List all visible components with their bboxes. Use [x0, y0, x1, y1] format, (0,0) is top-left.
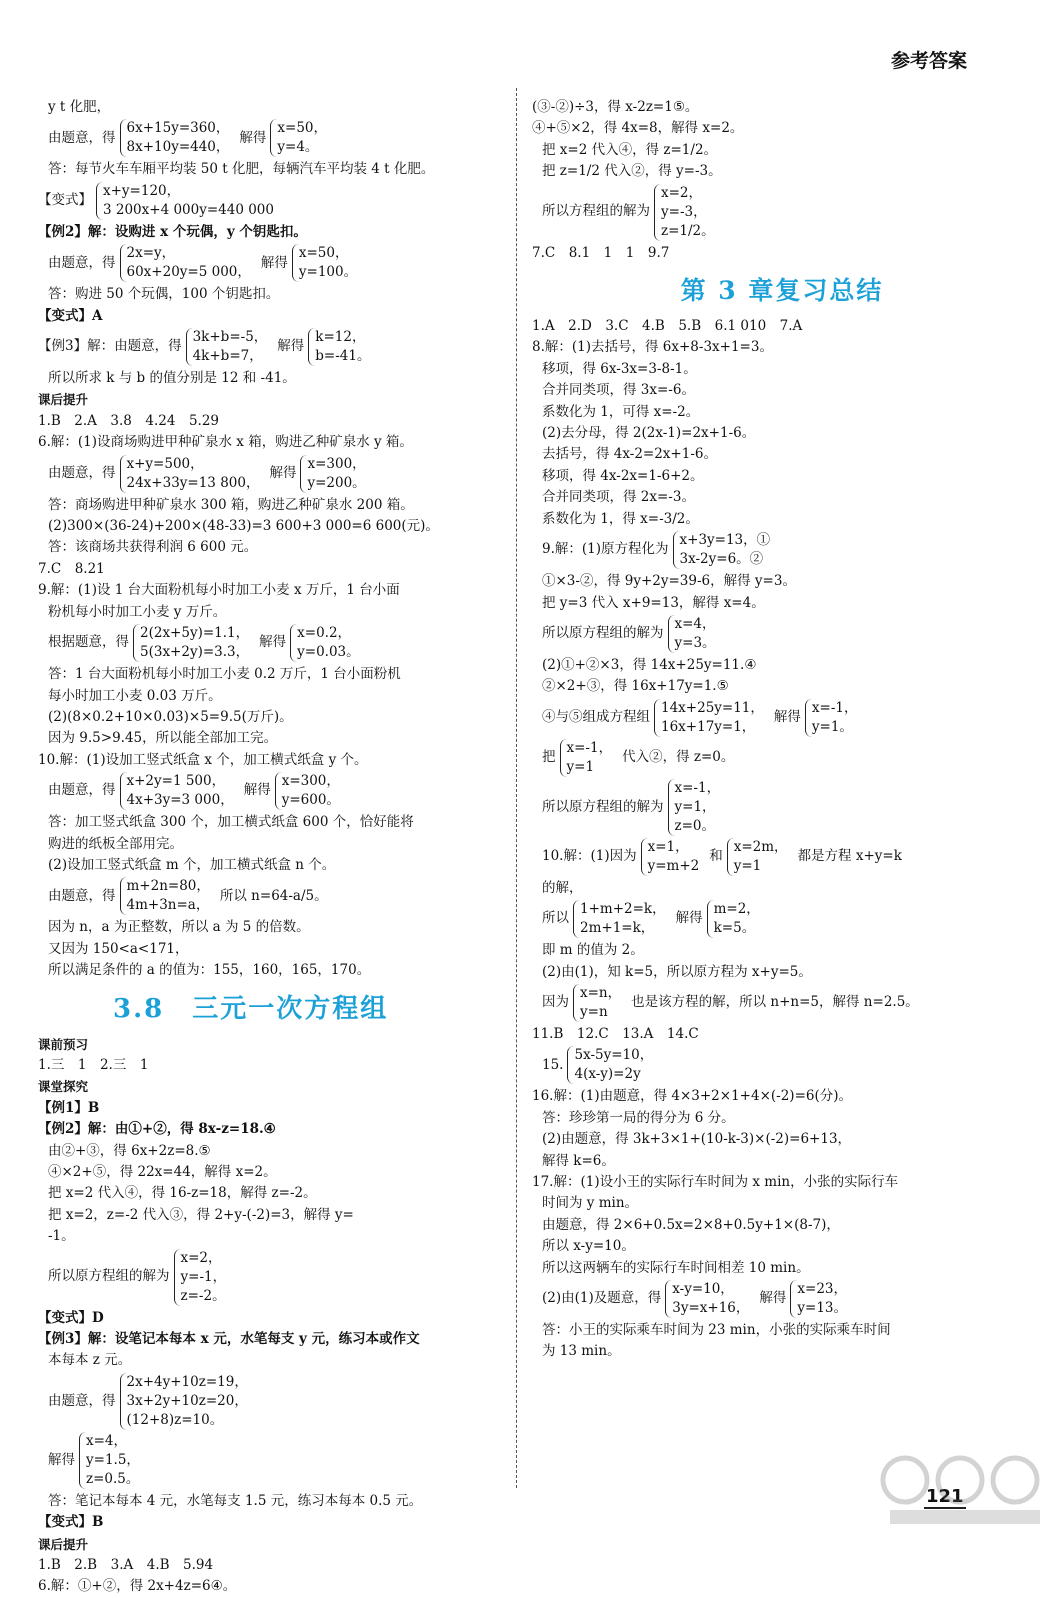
text-line: 【例3】解：设笔记本每本 x 元，水笔每支 y 元，练习本或作文 [38, 1331, 420, 1348]
equation: 3 200x+4 000y=440 000 [103, 201, 274, 218]
equation: x=-1， [674, 779, 721, 796]
equation-system [567, 1046, 659, 1084]
equation-row [38, 1249, 506, 1306]
equation: 3k+b=-5， [192, 329, 268, 346]
equation-mid-text: 解得 [675, 910, 703, 927]
equation: (12+8)z=10。 [126, 1411, 224, 1428]
equation: y=-3， [661, 203, 707, 220]
equation-row [38, 455, 506, 493]
text-line: 移项，得 4x-2x=1-6+2。 [542, 467, 704, 484]
equation: x=2， [180, 1249, 222, 1266]
text-line: 为 13 min。 [542, 1343, 621, 1360]
text-line: 9.解：(1)设 1 台大面粉机每小时加工小麦 x 万斤，1 台小面 [38, 582, 400, 599]
equation: 2x+4y+10z=19， [126, 1373, 248, 1390]
equation: 14x+25y=11， [661, 699, 764, 716]
equation: 5x-5y=10， [574, 1047, 654, 1064]
equation-tail-text: 都是方程 x+y=k [797, 848, 902, 865]
equation-lead-text: 由题意，得 [48, 1392, 116, 1409]
equation-system [654, 699, 770, 737]
equation-row [38, 772, 506, 810]
equation: x-y=10， [672, 1281, 734, 1297]
equation-system [790, 1280, 853, 1318]
equation-lead-text: 由题意，得 [48, 782, 116, 799]
text-line: 【变式】A [38, 307, 103, 324]
equation-row [38, 244, 506, 282]
equation-system [665, 1280, 755, 1318]
text-line: 答：购进 50 个玩偶，100 个钥匙扣。 [48, 286, 280, 303]
text-line: 把 z=1/2 代入②，得 y=-3。 [542, 163, 722, 180]
equation-system [186, 328, 274, 366]
text-line: ④×2+⑤，得 22x=44，解得 x=2。 [48, 1164, 277, 1180]
equation-row [532, 184, 1032, 241]
equation: 3y=x+16， [672, 1300, 750, 1316]
equation: y=3。 [674, 634, 716, 651]
equation-system [805, 699, 864, 737]
text-line: 答：小王的实际乘车时间为 23 min，小张的实际乘车时间 [542, 1322, 891, 1338]
equation: x=-1， [566, 739, 613, 756]
text-line: 7.C 8.21 [38, 560, 105, 577]
text-line: 16.解：(1)由题意，得 4×3+2×1+4×(-2)=6(分)。 [532, 1088, 853, 1105]
section-label: 课前预习 [38, 1036, 89, 1052]
equation-system [96, 182, 280, 220]
bianshi-label: 【变式】 [38, 192, 92, 209]
text-line: 6.解：(1)设商场购进甲种矿泉水 x 箱，购进乙种矿泉水 y 箱。 [38, 434, 413, 451]
equation: z=-2。 [180, 1287, 226, 1304]
equation: 2m+1=k， [580, 920, 655, 937]
equation-lead-text: (2)由(1)及题意，得 [542, 1290, 662, 1307]
equation: m+2n=80， [126, 878, 210, 895]
text-line: 【变式】B [38, 1514, 104, 1531]
text-line: 所以 x-y=10。 [542, 1238, 635, 1255]
text-line: 【例1】B [38, 1099, 100, 1116]
equation-row [532, 838, 1032, 876]
equation-system [120, 1373, 254, 1430]
equation-lead-text: ④与⑤组成方程组 [542, 709, 650, 726]
text-line: -1。 [48, 1228, 75, 1245]
equation-row [532, 1280, 1032, 1318]
equation: y=1 [566, 758, 595, 775]
equation: x=50， [298, 245, 349, 262]
equation-system [560, 739, 619, 777]
left-column [38, 97, 506, 1598]
section-title: 第 3 章复习总结 [680, 276, 884, 306]
equation: y=1.5， [86, 1451, 140, 1468]
equation: x=2， [661, 184, 703, 201]
equation: x=n， [580, 984, 622, 1001]
text-line: 1.B 2.B 3.A 4.B 5.94 [38, 1557, 214, 1574]
equation-mid-text: 和 [709, 848, 723, 865]
equation: y=m+2 [647, 857, 700, 874]
equation-mid-text: 代入②，得 z=0。 [622, 749, 735, 766]
equation-system [654, 184, 721, 241]
equation-mid-text: 解得 [239, 129, 267, 146]
equation: 6x+15y=360， [126, 120, 230, 137]
equation: z=1/2。 [661, 222, 715, 239]
text-line: 【变式】D [38, 1309, 104, 1326]
section-title: 3.8 三元一次方程组 [113, 993, 389, 1024]
equation-system [641, 838, 706, 876]
equation: x=4， [86, 1432, 128, 1449]
example-label: 【例3】解：由题意，得 [38, 338, 182, 355]
equation: x=4， [674, 615, 716, 632]
watermark-logo [880, 1450, 1050, 1530]
equation: y=600。 [281, 792, 340, 809]
text-line: 合并同类项，得 2x=-3。 [542, 489, 695, 506]
equation: x+3y=13，① [679, 532, 771, 549]
equation-system [120, 772, 240, 810]
text-line: (③-②)÷3，得 x-2z=1⑤。 [532, 99, 699, 115]
text-line: 1.B 2.A 3.8 4.24 5.29 [38, 412, 220, 429]
equation: x=300， [307, 455, 366, 472]
equation: y=1。 [811, 718, 853, 735]
equation: x=300， [281, 773, 340, 790]
equation-lead-text: 由题意，得 [48, 887, 116, 904]
equation-row [532, 739, 1032, 777]
text-line: 把 x=2 代入④，得 z=1/2。 [542, 141, 718, 158]
text-line: 移项，得 6x-3x=3-8-1。 [542, 360, 697, 377]
equation-mid-text: 解得 [260, 254, 288, 271]
page-header: 参考答案 [890, 50, 967, 72]
text-line: 答：商场购进甲种矿泉水 300 箱，购进乙种矿泉水 200 箱。 [48, 496, 414, 513]
equation-mid-text: 所以 n=64-a/5。 [219, 887, 328, 904]
equation-lead-text: 因为 [542, 994, 569, 1011]
equation-row [38, 328, 506, 366]
equation: y=1， [674, 798, 716, 815]
text-line: 由②+③，得 6x+2z=8.⑤ [48, 1142, 211, 1159]
equation: x=-1， [811, 699, 858, 716]
text-line: 因为 n，a 为正整数，所以 a 为 5 的倍数。 [48, 919, 310, 936]
equation-system [668, 779, 727, 836]
text-line: 1.三 1 2.三 1 [38, 1056, 149, 1073]
equation-row [38, 119, 506, 157]
equation-lead-text: 所以原方程组的解为 [542, 625, 664, 642]
equation-system [120, 877, 216, 915]
text-line: 答：珍珍第一局的得分为 6 分。 [542, 1109, 735, 1126]
equation-system [727, 838, 794, 876]
equation: x=2m， [733, 838, 788, 855]
text-line: 合并同类项，得 3x=-6。 [542, 382, 695, 399]
equation: 4k+b=7， [192, 348, 263, 365]
text-line: 每小时加工小麦 0.03 万斤。 [48, 687, 222, 704]
right-column [532, 97, 1032, 1363]
equation: x=23， [797, 1281, 847, 1297]
text-line: y t 化肥， [48, 99, 111, 115]
equation-system [275, 772, 346, 810]
equation-system [300, 455, 371, 493]
equation: k=5。 [713, 920, 756, 937]
text-line: (2)300×(36-24)+200×(48-33)=3 600+3 000=6 600(元)。 [48, 518, 439, 535]
column-divider [516, 88, 517, 1488]
equation: x+y=120， [103, 182, 181, 199]
equation-lead-text: 由题意，得 [48, 254, 116, 271]
text-line: (2)(8×0.2+10×0.03)×5=9.5(万斤)。 [48, 708, 293, 725]
text-line: ①×3-②，得 9y+2y=39-6，解得 y=3。 [542, 573, 796, 590]
text-line: 答：加工竖式纸盒 300 个，加工横式纸盒 600 个，恰好能将 [48, 814, 414, 831]
text-line: 答：笔记本每本 4 元，水笔每支 1.5 元，练习本每本 0.5 元。 [48, 1492, 423, 1509]
text-line: (2)①+②×3，得 14x+25y=11.④ [542, 656, 757, 673]
equation-row [532, 984, 1032, 1022]
equation-system [120, 244, 257, 282]
text-line: 所以所求 k 与 b 的值分别是 12 和 -41。 [48, 370, 296, 387]
text-line: 7.C 8.1 1 1 9.7 [532, 244, 670, 261]
equation-lead-text: 10.解：(1)因为 [542, 848, 637, 865]
equation-system [668, 615, 722, 653]
equation-row [532, 900, 1032, 938]
text-line: 10.解：(1)设加工竖式纸盒 x 个，加工横式纸盒 y 个。 [38, 751, 368, 768]
equation-lead-text: 解得 [48, 1451, 75, 1468]
equation: b=-41。 [315, 348, 371, 365]
text-line: 购进的纸板全部用完。 [48, 835, 183, 852]
text-line: 把 x=2 代入④，得 16-z=18，解得 z=-2。 [48, 1185, 317, 1202]
text-line: ②×2+③，得 16x+17y=1.⑤ [542, 678, 729, 695]
equation-lead-text: 根据题意，得 [48, 634, 129, 651]
text-line: 因为 9.5>9.45，所以能全部加工完。 [48, 730, 278, 747]
text-line: (2)去分母，得 2(2x-1)=2x+1-6。 [542, 425, 756, 442]
equation: 3x-2y=6。② [679, 551, 764, 568]
equation: x=1， [647, 838, 689, 855]
equation: x=0.2， [297, 625, 352, 642]
text-line: (2)由题意，得 3k+3×1+(10-k-3)×(-2)=6+13， [542, 1131, 852, 1148]
equation-mid-text: 解得 [759, 1290, 787, 1307]
text-line: 【例2】解：设购进 x 个玩偶，y 个钥匙扣。 [38, 223, 307, 240]
text-line: 又因为 150<a<171， [48, 940, 189, 957]
equation-system [573, 984, 627, 1022]
equation-row [38, 182, 506, 220]
equation-lead-text: 9.解：(1)原方程化为 [542, 541, 669, 558]
equation: y=-1， [180, 1268, 227, 1285]
text-line: 17.解：(1)设小王的实际行车时间为 x min，小张的实际行车 [532, 1173, 899, 1190]
equation-system [673, 531, 777, 569]
equation: 2(2x+5y)=1.1， [140, 625, 250, 642]
equation: 1+m+2=k， [580, 901, 666, 918]
equation: 3x+2y+10z=20， [126, 1392, 248, 1409]
equation-row [532, 531, 1032, 569]
equation-system [79, 1432, 146, 1489]
text-line: 11.B 12.C 13.A 14.C [532, 1025, 699, 1042]
equation: 16x+17y=1， [661, 718, 756, 735]
equation-system [174, 1249, 233, 1306]
text-line: 系数化为 1，可得 x=-2。 [542, 403, 700, 420]
text-line: 答：每节火车车厢平均装 50 t 化肥，每辆汽车平均装 4 t 化肥。 [48, 161, 435, 178]
text-line: 把 y=3 代入 x+9=13，解得 x=4。 [542, 594, 765, 611]
equation-mid-text: 解得 [277, 338, 305, 355]
equation-lead-text: 所以原方程组的解为 [48, 1268, 170, 1285]
equation-system [308, 328, 376, 366]
equation-mid-text: 解得 [773, 709, 801, 726]
equation: 2x=y， [126, 245, 176, 262]
equation-system [270, 119, 333, 157]
equation-row [38, 1373, 506, 1430]
equation-row [38, 877, 506, 915]
equation: y=1 [733, 857, 762, 874]
equation: m=2， [713, 901, 760, 918]
text-line: 6.解：①+②，得 2x+4z=6④。 [38, 1578, 237, 1595]
equation-lead-text: 15. [542, 1056, 564, 1073]
page-number: 121 [926, 1486, 964, 1507]
equation: k=12， [315, 329, 366, 346]
text-line: ④+⑤×2，得 4x=8，解得 x=2。 [532, 120, 744, 137]
text-line: 本每本 z 元。 [48, 1352, 132, 1369]
equation-lead-text: 把 [542, 749, 556, 766]
text-line: 粉机每小时加工小麦 y 万斤。 [48, 603, 227, 620]
text-line: 的解， [542, 879, 583, 896]
equation-lead-text: 由题意，得 [48, 129, 116, 146]
equation: 4(x-y)=2y [574, 1066, 641, 1083]
text-line: 1.A 2.D 3.C 4.B 5.B 6.1 010 7.A [532, 318, 803, 335]
equation: x=50， [277, 120, 328, 137]
equation: y=100。 [298, 264, 358, 281]
equation-lead-text: 所以 [542, 910, 569, 927]
section-label: 课堂探究 [38, 1079, 89, 1095]
equation-row [532, 699, 1032, 737]
text-line: 时间为 y min。 [542, 1195, 639, 1212]
text-line: 所以这两辆车的实际行车时间相差 10 min。 [542, 1259, 810, 1276]
section-label: 课后提升 [38, 1536, 89, 1552]
equation-row [38, 1432, 506, 1489]
equation-system [290, 624, 366, 662]
equation-system [120, 455, 266, 493]
equation-system [133, 624, 255, 662]
text-line: 所以满足条件的 a 的值为：155，160，165，170。 [48, 962, 371, 979]
equation-system [120, 119, 236, 157]
equation-system [573, 900, 672, 938]
equation-system [707, 900, 766, 938]
equation: y=0.03。 [297, 644, 360, 661]
text-line: 去括号，得 4x-2=2x+1-6。 [542, 446, 717, 463]
equation: z=0。 [674, 817, 716, 834]
text-line: 系数化为 1，得 x=-3/2。 [542, 510, 699, 527]
equation-mid-text: 解得 [243, 782, 271, 799]
equation: y=13。 [797, 1300, 848, 1316]
section-label: 课后提升 [38, 392, 89, 408]
text-line: 答：1 台大面粉机每小时加工小麦 0.2 万斤，1 台小面粉机 [48, 666, 401, 683]
text-line: 把 x=2，z=-2 代入③，得 2+y-(-2)=3，解得 y= [48, 1206, 354, 1223]
equation: y=n [580, 1003, 608, 1020]
text-line: (2)由(1)，知 k=5，所以原方程为 x+y=5。 [542, 963, 812, 980]
equation-lead-text: 所以原方程组的解为 [542, 798, 664, 815]
equation-lead-text: 由题意，得 [48, 464, 116, 481]
text-line: 答：该商场共获得利润 6 600 元。 [48, 539, 258, 556]
text-line: 8.解：(1)去括号，得 6x+8-3x+1=3。 [532, 339, 773, 356]
equation-system [292, 244, 363, 282]
equation: 4x+3y=3 000， [126, 792, 234, 809]
equation: 24x+33y=13 800， [126, 474, 260, 491]
text-line: 由题意，得 2×6+0.5x=2×8+0.5y+1×(8-7)， [542, 1216, 840, 1233]
text-line: 【例2】解：由①+②，得 8x-z=18.④ [38, 1121, 276, 1138]
equation: 60x+20y=5 000， [126, 264, 251, 281]
equation-row [532, 1046, 1032, 1084]
equation: y=200。 [307, 474, 366, 491]
equation-mid-text: 也是该方程的解，所以 n+n=5，解得 n=2.5。 [631, 994, 919, 1011]
equation-row [532, 779, 1032, 836]
equation: 8x+10y=440， [126, 139, 230, 156]
text-line: (2)设加工竖式纸盒 m 个，加工横式纸盒 n 个。 [48, 856, 336, 873]
equation-mid-text: 解得 [269, 464, 297, 481]
equation: 5(3x+2y)=3.3， [140, 644, 250, 661]
equation: 4m+3n=a， [126, 897, 210, 914]
equation-row [38, 624, 506, 662]
equation-lead-text: 所以方程组的解为 [542, 203, 650, 220]
equation: x+y=500， [126, 455, 204, 472]
equation-row [532, 615, 1032, 653]
text-line: 即 m 的值为 2。 [542, 942, 644, 959]
equation: y=4。 [277, 139, 319, 156]
equation-mid-text: 解得 [259, 634, 287, 651]
equation: x+2y=1 500， [126, 773, 226, 790]
text-line: 解得 k=6。 [542, 1152, 615, 1169]
equation: z=0.5。 [86, 1470, 140, 1487]
